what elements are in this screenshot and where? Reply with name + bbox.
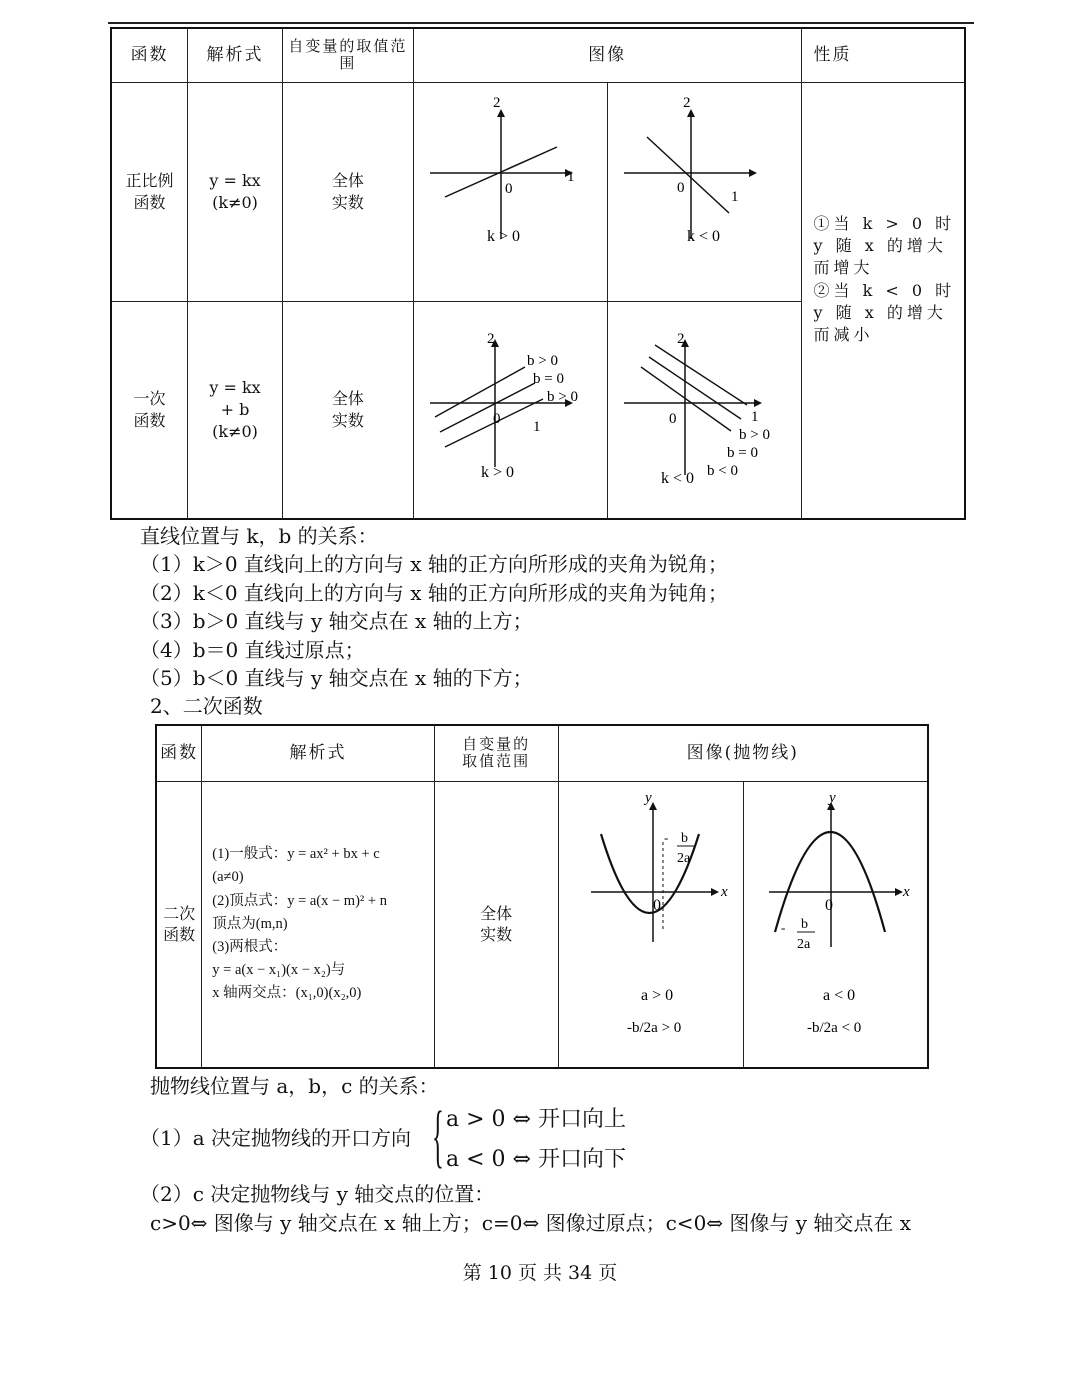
graph-caption: k > 0 <box>487 227 521 245</box>
header-function: 函数 <box>156 725 202 781</box>
condition-vertex: -b/2a < 0 <box>807 1019 862 1036</box>
parabola-up-svg <box>561 782 741 1062</box>
rule-a-case-down: a < 0 ⇔ 开口向下 <box>446 1147 626 1172</box>
origin-label: 0 <box>652 896 661 914</box>
svg-text:b: b <box>801 916 809 932</box>
graph-svg-k-positive <box>415 89 605 289</box>
quadratic-function-table <box>155 724 929 1069</box>
b-label-3: b < 0 <box>707 462 739 479</box>
svg-text:b: b <box>680 830 688 846</box>
y-tick: 2 <box>677 330 685 347</box>
y-tick: 2 <box>487 330 495 347</box>
quad-row-name: 二次函数 <box>156 781 202 1068</box>
y-axis-label: y <box>829 789 837 806</box>
graph-svg-k-negative <box>609 89 799 289</box>
vertex-hint: - <box>663 829 669 845</box>
line-rule-5: （5）b＜0 直线与 y 轴交点在 x 轴的下方； <box>140 666 533 690</box>
b-label-2: b = 0 <box>533 370 565 387</box>
parabola-position-heading: 抛物线位置与 a，b，c 的关系： <box>150 1074 439 1098</box>
line-rule-3: （3）b＞0 直线与 y 轴交点在 x 轴的上方； <box>140 609 533 633</box>
origin-label: 0 <box>677 179 685 196</box>
line-rule-4: （4）b＝0 直线过原点； <box>140 638 365 662</box>
svg-text:2a: 2a <box>676 850 690 866</box>
line-rule-1: （1）k＞0 直线向上的方向与 x 轴的正方向所形成的夹角为锐角； <box>140 552 728 576</box>
graph-proportional-k-positive <box>413 82 607 301</box>
row2-formula: y = kx + b (k≠0) <box>188 301 283 519</box>
b-label-1: b > 0 <box>739 426 771 443</box>
y-axis-label: y <box>644 789 652 806</box>
row2-name: 一次函数 <box>111 301 188 519</box>
y-tick: 2 <box>683 94 691 111</box>
brace-symbol: { <box>432 1098 444 1175</box>
line-position-heading: 直线位置与 k，b 的关系： <box>140 524 378 548</box>
condition-a: a < 0 <box>823 986 856 1004</box>
rule-a-label: （1）a 决定抛物线的开口方向 <box>140 1126 412 1150</box>
parabola-down-graph <box>743 781 928 1068</box>
origin-label: 0 <box>505 180 513 197</box>
linear-function-table <box>110 27 966 520</box>
x-axis-label: x <box>903 883 911 900</box>
graph-caption: k < 0 <box>661 469 695 487</box>
graph-svg-linear-k-positive <box>415 307 605 507</box>
graph-svg-linear-k-negative <box>609 307 799 507</box>
svg-text:-: - <box>781 919 786 935</box>
origin-label: 0 <box>825 896 834 914</box>
row2-domain: 全体实数 <box>282 301 413 519</box>
top-rule <box>108 22 974 24</box>
header-domain: 自变量的取值范围 <box>282 28 413 82</box>
header-graph: 图像(抛物线) <box>558 725 928 781</box>
quad-domain: 全体实数 <box>434 781 558 1068</box>
x-tick: 1 <box>731 188 739 205</box>
header-graph: 图像 <box>413 28 801 82</box>
parabola-up-graph <box>558 781 743 1068</box>
x-tick: 1 <box>567 168 575 185</box>
row1-name: 正比例函数 <box>111 82 188 301</box>
row1-domain: 全体实数 <box>282 82 413 301</box>
b-label-1: b > 0 <box>527 352 559 369</box>
x-tick: 1 <box>751 408 759 425</box>
b-label-2: b = 0 <box>727 444 759 461</box>
origin-label: 0 <box>493 410 501 427</box>
graph-linear-k-positive <box>413 301 607 519</box>
parabola-down-svg <box>745 782 925 1062</box>
rule-c-label: （2）c 决定抛物线与 y 轴交点的位置： <box>140 1182 495 1206</box>
graph-caption: k > 0 <box>481 463 515 481</box>
x-axis-label: x <box>720 883 728 900</box>
header-property: 性质 <box>801 28 965 82</box>
row1-formula: y = kx (k≠0) <box>188 82 283 301</box>
origin-label: 0 <box>669 410 677 427</box>
header-domain: 自变量的取值范围 <box>434 725 558 781</box>
line-rule-2: （2）k＜0 直线向上的方向与 x 轴的正方向所形成的夹角为钝角； <box>140 581 728 605</box>
section-heading-quadratic: 2、二次函数 <box>150 694 263 718</box>
svg-text:2a: 2a <box>797 936 811 952</box>
graph-caption: k < 0 <box>687 227 721 245</box>
condition-a: a > 0 <box>640 986 673 1004</box>
header-formula: 解析式 <box>202 725 435 781</box>
quad-formula-cell: (1)一般式：y = ax² + bx + c (a≠0) (2)顶点式：y = a(x − m)² + n 顶点为(m,n) (3)两根式： y = a(x − x₁)(x − x₂)与 x 轴两交点：(x₁,0)(x₂,0) <box>202 781 435 1068</box>
b-label-3: b > 0 <box>547 388 579 405</box>
rule-c-detail: c>0⇔ 图像与 y 轴交点在 x 轴上方；c=0⇔ 图像过原点；c<0⇔ 图像与 y 轴交点在 x <box>150 1211 912 1235</box>
y-tick: 2 <box>493 94 501 111</box>
header-formula: 解析式 <box>188 28 283 82</box>
x-tick: 1 <box>533 418 541 435</box>
graph-linear-k-negative <box>607 301 801 519</box>
condition-vertex: -b/2a > 0 <box>626 1019 681 1036</box>
property-cell: ①当 k > 0 时 y 随 x 的增大而增大 ②当 k < 0 时 y 随 x 的增大而减小 <box>801 82 965 519</box>
graph-proportional-k-negative <box>607 82 801 301</box>
page-footer: 第 10 页 共 34 页 <box>462 1262 618 1284</box>
rule-a-case-up: a > 0 ⇔ 开口向上 <box>446 1107 626 1132</box>
header-function: 函数 <box>111 28 188 82</box>
